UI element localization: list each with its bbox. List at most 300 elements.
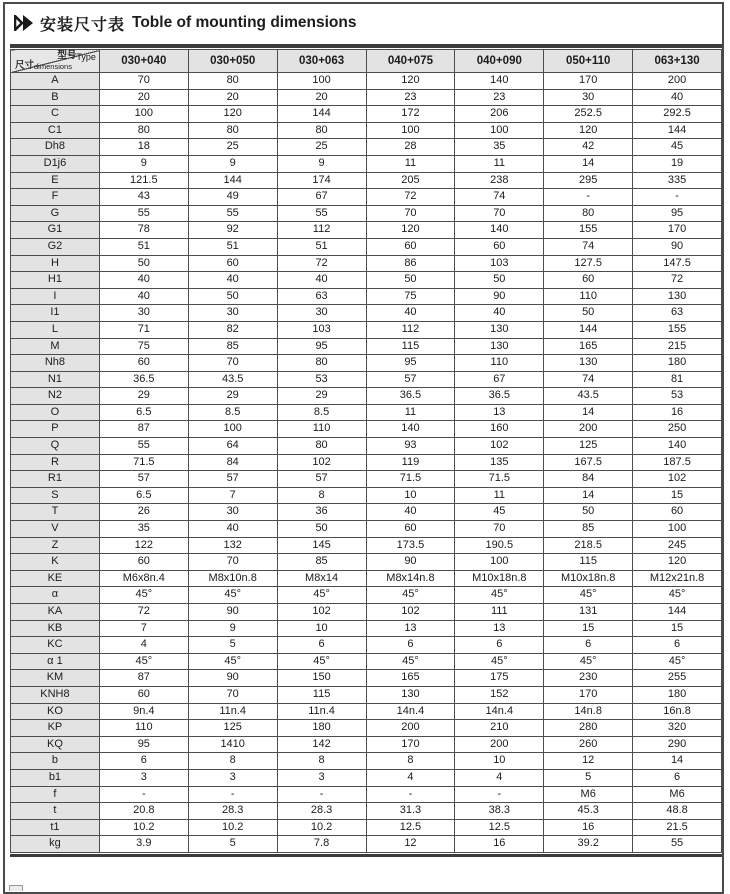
- dimension-value-cell: 55: [99, 205, 188, 222]
- dimension-label-cell: KNH8: [11, 686, 100, 703]
- dimension-value-cell: 170: [633, 222, 722, 239]
- dimension-value-cell: 100: [633, 521, 722, 538]
- dimension-value-cell: 292.5: [633, 106, 722, 123]
- table-row: [11, 205, 722, 222]
- dimension-value-cell: 70: [455, 205, 544, 222]
- dimension-value-cell: 29: [277, 388, 366, 405]
- dimension-value-cell: 30: [544, 89, 633, 106]
- dimension-value-cell: 130: [633, 288, 722, 305]
- dimension-value-cell: 71.5: [455, 471, 544, 488]
- dimension-value-cell: 14: [544, 487, 633, 504]
- dimension-label-cell: t1: [11, 819, 100, 836]
- dimension-value-cell: 85: [188, 338, 277, 355]
- table-body: [11, 73, 722, 853]
- dimension-value-cell: 70: [366, 205, 455, 222]
- dimension-value-cell: 280: [544, 720, 633, 737]
- table-row: [11, 803, 722, 820]
- dimension-value-cell: 50: [99, 255, 188, 272]
- dimension-label-cell: KP: [11, 720, 100, 737]
- dimension-value-cell: 70: [455, 521, 544, 538]
- table-row: [11, 504, 722, 521]
- dimension-value-cell: 6.5: [99, 404, 188, 421]
- dimension-value-cell: 40: [99, 288, 188, 305]
- dimension-value-cell: 90: [366, 554, 455, 571]
- dimension-value-cell: 9n.4: [99, 703, 188, 720]
- dimension-value-cell: 215: [633, 338, 722, 355]
- dimension-value-cell: 180: [277, 720, 366, 737]
- dimension-value-cell: 7: [99, 620, 188, 637]
- dimension-value-cell: M10x18n.8: [544, 570, 633, 587]
- dimension-value-cell: 60: [99, 355, 188, 372]
- dimension-value-cell: 85: [544, 521, 633, 538]
- dimension-value-cell: 48.8: [633, 803, 722, 820]
- dimension-label-cell: α 1: [11, 653, 100, 670]
- dimension-value-cell: 172: [366, 106, 455, 123]
- dimension-value-cell: 45°: [188, 587, 277, 604]
- dimension-value-cell: 200: [544, 421, 633, 438]
- dimension-value-cell: 40: [277, 272, 366, 289]
- table-row: [11, 487, 722, 504]
- dimension-value-cell: 110: [455, 355, 544, 372]
- dimension-value-cell: 9: [188, 620, 277, 637]
- table-row: [11, 189, 722, 206]
- dimension-value-cell: 57: [188, 471, 277, 488]
- dimension-value-cell: 205: [366, 172, 455, 189]
- dimension-value-cell: 125: [544, 438, 633, 455]
- dimension-label-cell: I: [11, 288, 100, 305]
- dimension-label-cell: Nh8: [11, 355, 100, 372]
- dimension-value-cell: 144: [633, 604, 722, 621]
- dimension-value-cell: 31.3: [366, 803, 455, 820]
- dimension-value-cell: 60: [633, 504, 722, 521]
- table-row: [11, 355, 722, 372]
- dimension-label-cell: A: [11, 73, 100, 90]
- dimension-value-cell: 87: [99, 670, 188, 687]
- dimension-value-cell: 14: [633, 753, 722, 770]
- dimension-value-cell: 150: [277, 670, 366, 687]
- dimension-value-cell: 78: [99, 222, 188, 239]
- dimension-value-cell: 102: [277, 454, 366, 471]
- dimension-value-cell: 57: [99, 471, 188, 488]
- dimension-value-cell: 6: [544, 637, 633, 654]
- dimension-value-cell: 7: [188, 487, 277, 504]
- dimension-value-cell: -: [544, 189, 633, 206]
- dimension-value-cell: 40: [99, 272, 188, 289]
- dimension-value-cell: 92: [188, 222, 277, 239]
- dimension-value-cell: 12.5: [366, 819, 455, 836]
- dimension-value-cell: 29: [188, 388, 277, 405]
- dimension-value-cell: 130: [366, 686, 455, 703]
- dimension-value-cell: 132: [188, 537, 277, 554]
- dimension-value-cell: 1410: [188, 736, 277, 753]
- dimension-value-cell: 10.2: [188, 819, 277, 836]
- dimension-value-cell: 152: [455, 686, 544, 703]
- dimension-label-cell: D1j6: [11, 155, 100, 172]
- dimension-value-cell: 335: [633, 172, 722, 189]
- table-row: [11, 388, 722, 405]
- dimension-value-cell: 6: [633, 769, 722, 786]
- dimension-value-cell: 238: [455, 172, 544, 189]
- dimension-value-cell: 80: [277, 355, 366, 372]
- dimension-value-cell: 25: [188, 139, 277, 156]
- dimension-value-cell: 20: [99, 89, 188, 106]
- dimension-value-cell: 50: [455, 272, 544, 289]
- dimension-value-cell: M8x14n.8: [366, 570, 455, 587]
- dimension-value-cell: 45°: [99, 653, 188, 670]
- dimension-value-cell: 11n.4: [277, 703, 366, 720]
- dimension-value-cell: 90: [633, 238, 722, 255]
- dimension-value-cell: 170: [544, 73, 633, 90]
- dimension-label-cell: K: [11, 554, 100, 571]
- dimension-value-cell: 95: [633, 205, 722, 222]
- dimension-value-cell: 3.9: [99, 836, 188, 853]
- dimension-label-cell: L: [11, 321, 100, 338]
- table-row: [11, 305, 722, 322]
- dimension-value-cell: 55: [188, 205, 277, 222]
- dimension-value-cell: 75: [99, 338, 188, 355]
- dimension-value-cell: 110: [99, 720, 188, 737]
- dimension-label-cell: KQ: [11, 736, 100, 753]
- dimension-value-cell: 80: [277, 438, 366, 455]
- dimension-value-cell: 70: [188, 355, 277, 372]
- table-row: [11, 454, 722, 471]
- dimension-value-cell: 14n.4: [366, 703, 455, 720]
- dimension-value-cell: 43: [99, 189, 188, 206]
- dimension-value-cell: 13: [455, 404, 544, 421]
- dimension-value-cell: 81: [633, 371, 722, 388]
- table-row: [11, 703, 722, 720]
- page-title-zh: 安装尺寸表: [40, 16, 126, 34]
- dimension-value-cell: 45°: [366, 653, 455, 670]
- dimension-value-cell: 20: [188, 89, 277, 106]
- dimension-value-cell: 15: [544, 620, 633, 637]
- dimension-value-cell: 74: [455, 189, 544, 206]
- dimension-value-cell: 180: [633, 686, 722, 703]
- dimension-value-cell: 80: [188, 73, 277, 90]
- dimension-value-cell: 30: [277, 305, 366, 322]
- header-row: [11, 50, 722, 73]
- dimension-value-cell: 200: [455, 736, 544, 753]
- dimension-value-cell: 160: [455, 421, 544, 438]
- dimension-value-cell: 60: [544, 272, 633, 289]
- dimension-value-cell: 87: [99, 421, 188, 438]
- dimension-value-cell: 16n.8: [633, 703, 722, 720]
- dimension-value-cell: 4: [366, 769, 455, 786]
- dimension-value-cell: 60: [455, 238, 544, 255]
- dimension-value-cell: 40: [188, 521, 277, 538]
- dimension-value-cell: 250: [633, 421, 722, 438]
- dimension-value-cell: 72: [366, 189, 455, 206]
- dimension-value-cell: 175: [455, 670, 544, 687]
- dimension-value-cell: 67: [455, 371, 544, 388]
- dimension-value-cell: 55: [99, 438, 188, 455]
- dimension-label-cell: C1: [11, 122, 100, 139]
- dimension-value-cell: 103: [277, 321, 366, 338]
- table-row: [11, 73, 722, 90]
- dimension-value-cell: -: [455, 786, 544, 803]
- dimension-value-cell: 36.5: [99, 371, 188, 388]
- dimension-value-cell: 60: [99, 686, 188, 703]
- dimension-label-cell: T: [11, 504, 100, 521]
- dimension-value-cell: 53: [277, 371, 366, 388]
- dimension-value-cell: 36.5: [455, 388, 544, 405]
- dimension-value-cell: 45°: [544, 587, 633, 604]
- dimension-value-cell: 9: [188, 155, 277, 172]
- type-column-header: 050+110: [544, 50, 633, 73]
- dimension-value-cell: 50: [544, 305, 633, 322]
- dimension-value-cell: 10: [366, 487, 455, 504]
- dimension-value-cell: 75: [366, 288, 455, 305]
- dimension-value-cell: 100: [188, 421, 277, 438]
- table-row: [11, 272, 722, 289]
- dimension-value-cell: 40: [633, 89, 722, 106]
- dimension-value-cell: 45.3: [544, 803, 633, 820]
- table-row: [11, 836, 722, 853]
- dimension-value-cell: 35: [99, 521, 188, 538]
- dimension-value-cell: 112: [366, 321, 455, 338]
- dimension-value-cell: 4: [455, 769, 544, 786]
- table-row: [11, 521, 722, 538]
- dimension-value-cell: 60: [99, 554, 188, 571]
- dimension-value-cell: 140: [633, 438, 722, 455]
- dimension-value-cell: 10.2: [99, 819, 188, 836]
- dimension-value-cell: 80: [544, 205, 633, 222]
- dimension-value-cell: 144: [633, 122, 722, 139]
- table-row: [11, 736, 722, 753]
- dimension-value-cell: 8: [277, 487, 366, 504]
- dimension-value-cell: 102: [633, 471, 722, 488]
- dimension-value-cell: 6: [366, 637, 455, 654]
- dimension-label-cell: α: [11, 587, 100, 604]
- dimension-value-cell: 51: [188, 238, 277, 255]
- dimension-value-cell: 3: [99, 769, 188, 786]
- dimension-value-cell: 165: [544, 338, 633, 355]
- page-title-en: Toble of mounting dimensions: [132, 14, 357, 31]
- dimension-value-cell: -: [366, 786, 455, 803]
- dimension-value-cell: 6: [277, 637, 366, 654]
- type-column-header: 030+063: [277, 50, 366, 73]
- dimension-label-cell: R1: [11, 471, 100, 488]
- mounting-dimensions-table-wrapper: [10, 44, 722, 857]
- dimension-value-cell: 11: [366, 404, 455, 421]
- dimension-value-cell: M8x14: [277, 570, 366, 587]
- table-row: [11, 238, 722, 255]
- dimension-value-cell: 190.5: [455, 537, 544, 554]
- dimension-value-cell: 5: [544, 769, 633, 786]
- table-row: [11, 537, 722, 554]
- dimension-value-cell: 140: [455, 222, 544, 239]
- dimension-value-cell: 218.5: [544, 537, 633, 554]
- dimension-value-cell: 255: [633, 670, 722, 687]
- dimension-label-cell: P: [11, 421, 100, 438]
- dimension-value-cell: 6: [633, 637, 722, 654]
- table-row: [11, 670, 722, 687]
- dimension-value-cell: 43.5: [188, 371, 277, 388]
- dimension-value-cell: 127.5: [544, 255, 633, 272]
- corner-type-label: 型号Type: [57, 50, 96, 62]
- dimension-value-cell: 12: [544, 753, 633, 770]
- dimension-value-cell: 45°: [455, 653, 544, 670]
- dimension-label-cell: KB: [11, 620, 100, 637]
- dimension-value-cell: 45°: [366, 587, 455, 604]
- dimension-value-cell: 10: [455, 753, 544, 770]
- dimension-value-cell: 170: [544, 686, 633, 703]
- dimension-value-cell: 85: [277, 554, 366, 571]
- dimension-value-cell: 26: [99, 504, 188, 521]
- dimension-value-cell: 95: [366, 355, 455, 372]
- dimension-value-cell: 40: [366, 504, 455, 521]
- dimension-value-cell: 82: [188, 321, 277, 338]
- dimension-value-cell: 8: [277, 753, 366, 770]
- table-row: [11, 587, 722, 604]
- dimension-label-cell: b: [11, 753, 100, 770]
- dimension-value-cell: 28: [366, 139, 455, 156]
- dimension-value-cell: 21.5: [633, 819, 722, 836]
- dimension-value-cell: 173.5: [366, 537, 455, 554]
- dimension-value-cell: M6: [633, 786, 722, 803]
- dimension-value-cell: 14: [544, 404, 633, 421]
- table-row: [11, 786, 722, 803]
- dimension-value-cell: 45: [633, 139, 722, 156]
- dimension-value-cell: 38.3: [455, 803, 544, 820]
- dimension-value-cell: 16: [544, 819, 633, 836]
- dimension-value-cell: 200: [366, 720, 455, 737]
- table-row: [11, 222, 722, 239]
- table-row: [11, 338, 722, 355]
- dimension-label-cell: B: [11, 89, 100, 106]
- dimension-label-cell: E: [11, 172, 100, 189]
- dimension-value-cell: 45°: [455, 587, 544, 604]
- dimension-value-cell: 86: [366, 255, 455, 272]
- dimension-value-cell: M12x21n.8: [633, 570, 722, 587]
- page-title: [14, 12, 730, 34]
- table-row: [11, 371, 722, 388]
- dimension-label-cell: G2: [11, 238, 100, 255]
- dimension-value-cell: 23: [366, 89, 455, 106]
- dimension-value-cell: 67: [277, 189, 366, 206]
- dimension-value-cell: 16: [455, 836, 544, 853]
- dimension-value-cell: 90: [188, 604, 277, 621]
- dimension-value-cell: 57: [366, 371, 455, 388]
- dimension-value-cell: 120: [366, 73, 455, 90]
- dimension-value-cell: 10: [277, 620, 366, 637]
- dimension-value-cell: 11: [366, 155, 455, 172]
- table-row: [11, 89, 722, 106]
- dimension-value-cell: 13: [366, 620, 455, 637]
- dimension-label-cell: G: [11, 205, 100, 222]
- table-row: [11, 288, 722, 305]
- dimension-value-cell: 74: [544, 238, 633, 255]
- dimension-value-cell: 147.5: [633, 255, 722, 272]
- dimension-value-cell: 28.3: [277, 803, 366, 820]
- type-column-header: 063+130: [633, 50, 722, 73]
- dimension-value-cell: 43.5: [544, 388, 633, 405]
- dimension-value-cell: 3: [277, 769, 366, 786]
- table-row: [11, 122, 722, 139]
- dimension-value-cell: 35: [455, 139, 544, 156]
- dimension-value-cell: 6: [455, 637, 544, 654]
- dimension-value-cell: 50: [277, 521, 366, 538]
- table-row: [11, 321, 722, 338]
- dimension-value-cell: 131: [544, 604, 633, 621]
- dimension-value-cell: 25: [277, 139, 366, 156]
- dimension-value-cell: 100: [455, 122, 544, 139]
- dimension-label-cell: Z: [11, 537, 100, 554]
- dimension-label-cell: b1: [11, 769, 100, 786]
- dimension-label-cell: KC: [11, 637, 100, 654]
- dimension-value-cell: 14n.8: [544, 703, 633, 720]
- dimension-value-cell: 45°: [633, 587, 722, 604]
- dimension-value-cell: 3: [188, 769, 277, 786]
- dimension-value-cell: 51: [277, 238, 366, 255]
- dimension-value-cell: 49: [188, 189, 277, 206]
- dimension-value-cell: 23: [455, 89, 544, 106]
- dimension-value-cell: M8x10n.8: [188, 570, 277, 587]
- dimension-value-cell: 165: [366, 670, 455, 687]
- dimension-value-cell: 84: [188, 454, 277, 471]
- dimension-value-cell: 6.5: [99, 487, 188, 504]
- dimension-label-cell: Q: [11, 438, 100, 455]
- dimension-value-cell: 10.2: [277, 819, 366, 836]
- dimension-label-cell: M: [11, 338, 100, 355]
- table-row: [11, 155, 722, 172]
- partial-square-icon: [9, 885, 23, 891]
- dimension-value-cell: 57: [277, 471, 366, 488]
- table-row: [11, 686, 722, 703]
- dimension-value-cell: 45: [455, 504, 544, 521]
- table-row: [11, 570, 722, 587]
- dimension-value-cell: 130: [455, 321, 544, 338]
- dimension-value-cell: 145: [277, 537, 366, 554]
- dimension-value-cell: 140: [366, 421, 455, 438]
- dimension-value-cell: 70: [188, 554, 277, 571]
- dimension-label-cell: H: [11, 255, 100, 272]
- dimension-value-cell: 95: [99, 736, 188, 753]
- dimension-value-cell: 102: [277, 604, 366, 621]
- dimension-value-cell: 74: [544, 371, 633, 388]
- dimension-value-cell: 28.3: [188, 803, 277, 820]
- dimension-value-cell: 53: [633, 388, 722, 405]
- dimension-value-cell: 11: [455, 155, 544, 172]
- dimension-label-cell: f: [11, 786, 100, 803]
- dimension-value-cell: 130: [544, 355, 633, 372]
- dimension-value-cell: 50: [544, 504, 633, 521]
- dimension-value-cell: 60: [366, 238, 455, 255]
- dimension-value-cell: 8.5: [188, 404, 277, 421]
- dimension-value-cell: 72: [277, 255, 366, 272]
- dimension-value-cell: -: [277, 786, 366, 803]
- dimension-value-cell: 174: [277, 172, 366, 189]
- dimension-value-cell: 100: [99, 106, 188, 123]
- dimension-value-cell: 64: [188, 438, 277, 455]
- table-row: [11, 653, 722, 670]
- dimension-value-cell: 72: [99, 604, 188, 621]
- dimension-value-cell: 80: [277, 122, 366, 139]
- dimension-value-cell: 167.5: [544, 454, 633, 471]
- table-row: [11, 769, 722, 786]
- dimension-value-cell: 70: [188, 686, 277, 703]
- table-row: [11, 421, 722, 438]
- dimension-value-cell: 95: [277, 338, 366, 355]
- dimension-value-cell: 187.5: [633, 454, 722, 471]
- dimension-value-cell: 45°: [544, 653, 633, 670]
- double-chevron-icon: [14, 15, 33, 31]
- dimension-value-cell: 45°: [277, 587, 366, 604]
- table-row: [11, 106, 722, 123]
- dimension-value-cell: 130: [455, 338, 544, 355]
- dimension-value-cell: 140: [455, 73, 544, 90]
- dimension-value-cell: 115: [366, 338, 455, 355]
